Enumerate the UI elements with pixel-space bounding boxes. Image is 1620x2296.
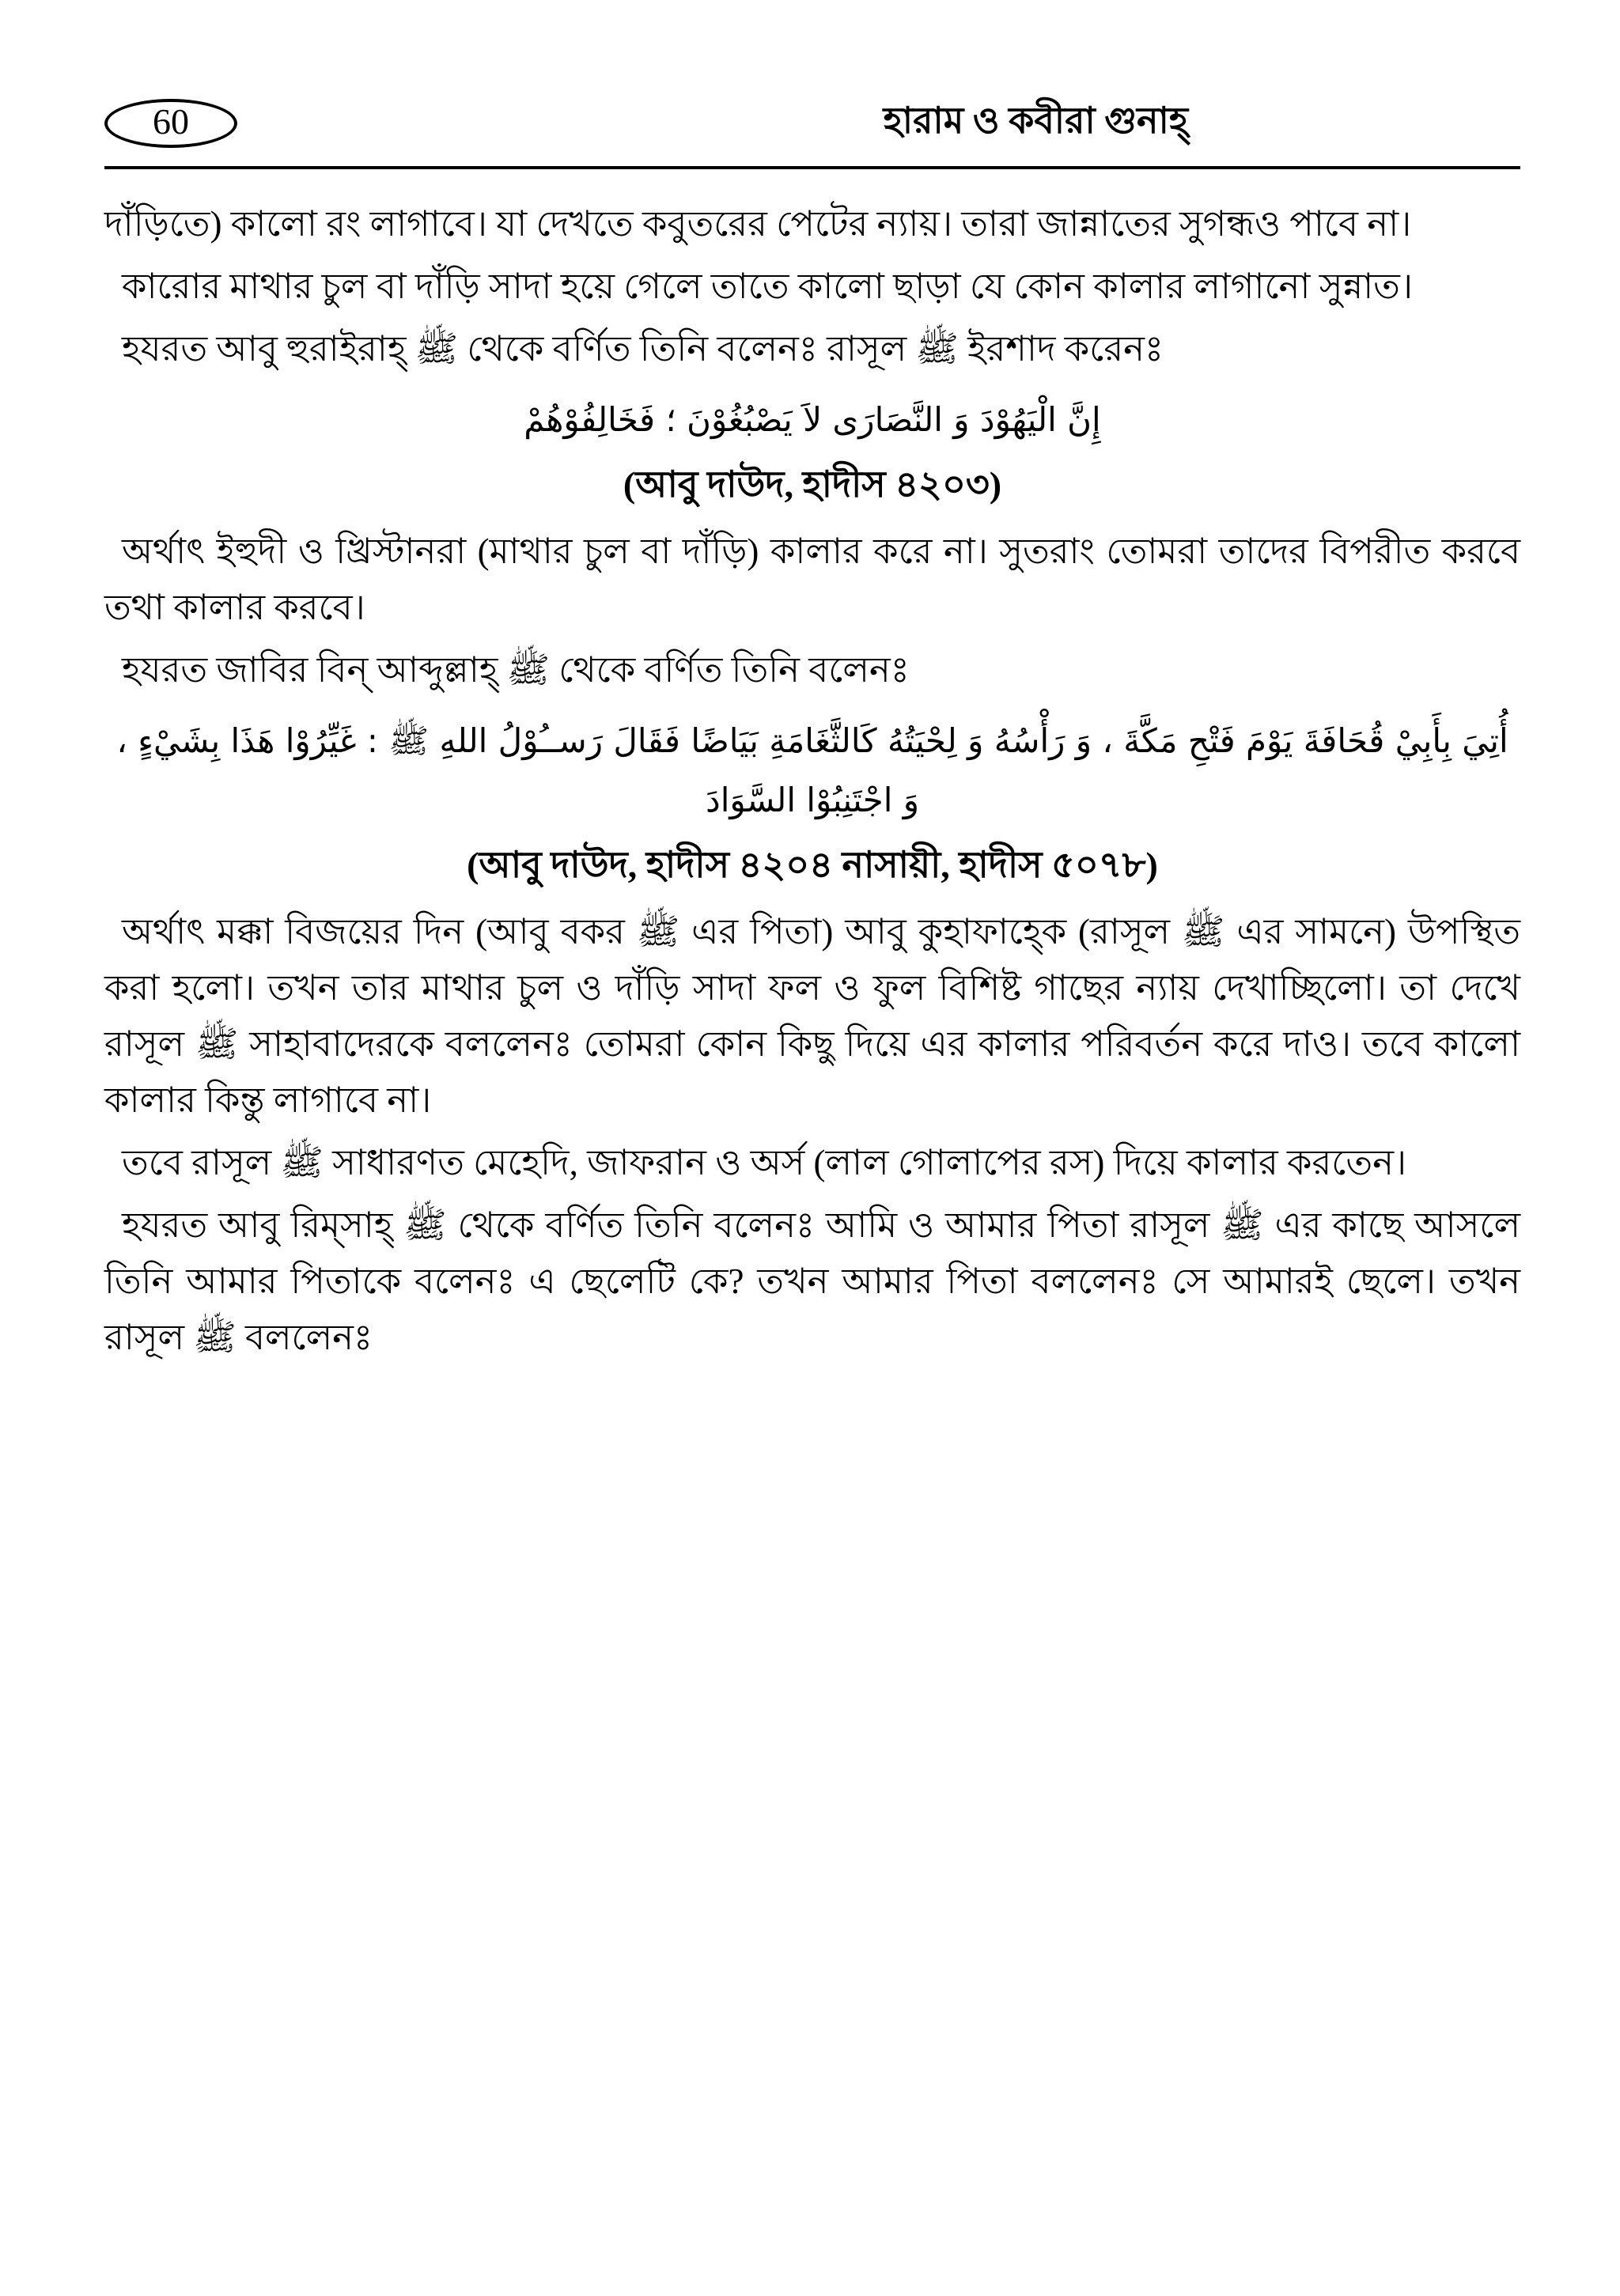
page-header [104, 93, 1520, 169]
book-title: হারাম ও কবীরা গুনাহ্ [883, 100, 1188, 141]
arabic-verse: أُتِيَ بِأَبِيْ قُحَافَةَ يَوْمَ فَتْحِ مَكَّةَ ، وَ رَأْسُهُ وَ لِحْيَتُهُ كَالثَّغَامَةِ بَيَاضًا فَقَالَ رَســُوْلُ اللهِ ﷺ : غَيِّرُوْا هَذَا بِشَيْءٍ ، وَ اجْتَنِبُوْا السَّوَادَ [116, 721, 1508, 820]
paragraph: অর্থাৎ মক্কা বিজয়ের দিন (আবু বকর ﷺ এর পিতা) আবু কুহাফাহ্কে (রাসূল ﷺ এর সামনে) উপস্থিত করা হলো। তখন তার মাথার চুল ও দাঁড়ি সাদা ফল ও ফুল বিশিষ্ট গাছের ন্যায় দেখাচ্ছিলো। তা দেখে রাসূল ﷺ সাহাবাদেরকে বললেনঃ তোমরা কোন কিছু দিয়ে এর কালার পরিবর্তন করে দাও। তবে কালো কালার কিন্তু লাগাবে না। [104, 911, 1520, 1120]
paragraph: দাঁড়িতে) কালো রং লাগাবে। যা দেখতে কবুতরের পেটের ন্যায়। তারা জান্নাতের সুগন্ধও পাবে না। [104, 204, 1412, 244]
page-content [104, 169, 1520, 1366]
paragraph: হযরত আবু রিম্সাহ্ ﷺ থেকে বর্ণিত তিনি বলেনঃ আমি ও আমার পিতা রাসূল ﷺ এর কাছে আসলে তিনি আমার পিতাকে বলেনঃ এ ছেলেটি কে? তখন আমার পিতা বললেনঃ সে আমারই ছেলে। তখন রাসূল ﷺ বললেনঃ [104, 1205, 1520, 1358]
page-number: 60 [153, 101, 189, 142]
hadith-reference: (আবু দাউদ, হাদীস ৪২০৪ নাসায়ী, হাদীস ৫০৭৮) [467, 845, 1158, 886]
paragraph: হযরত আবু হুরাইরাহ্ ﷺ থেকে বর্ণিত তিনি বলেনঃ রাসূল ﷺ ইরশাদ করেনঃ [122, 329, 1164, 369]
paragraph: অর্থাৎ ইহুদী ও খ্রিস্টানরা (মাথার চুল বা দাঁড়ি) কালার করে না। সুতরাং তোমরা তাদের বিপরীত করবে তথা কালার করবে। [104, 531, 1520, 627]
hadith-reference: (আবু দাউদ, হাদীস ৪২০৩) [623, 463, 1002, 505]
paragraph: হযরত জাবির বিন্ আব্দুল্লাহ্ ﷺ থেকে বর্ণিত তিনি বলেনঃ [122, 649, 910, 690]
arabic-verse: إِنَّ الْيَهُوْدَ وَ النَّصَارَى لاَ يَصْبُغُوْنَ ؛ فَخَالِفُوْهُمْ [524, 400, 1101, 440]
page-number-badge [104, 99, 237, 148]
paragraph: কারোর মাথার চুল বা দাঁড়ি সাদা হয়ে গেলে তাতে কালো ছাড়া যে কোন কালার লাগানো সুন্নাত। [122, 267, 1414, 307]
paragraph: তবে রাসূল ﷺ সাধারণত মেহেদি, জাফরান ও অর্স (লাল গোলাপের রস) দিয়ে কালার করতেন। [122, 1143, 1407, 1183]
